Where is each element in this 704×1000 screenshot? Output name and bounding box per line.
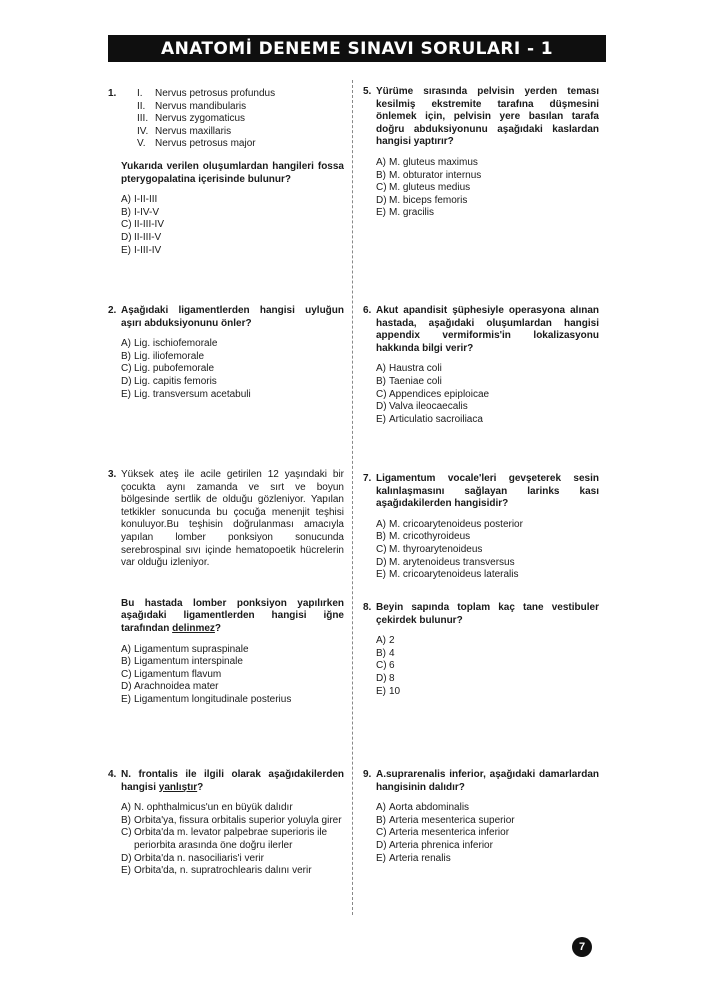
question-6 xyxy=(363,305,599,426)
options-list xyxy=(376,802,599,865)
option-c[interactable]: C) Appendices epiploicae xyxy=(376,388,490,400)
option-a[interactable]: A) Ligamentum supraspinale xyxy=(121,643,249,655)
option-a[interactable]: A) Aorta abdominalis xyxy=(376,802,470,814)
options-list xyxy=(376,157,599,220)
column-divider xyxy=(352,80,353,915)
question-stem: Bu hastada lomber ponksiyon yapılırken aşağıdaki ligamentlerden hangisi iğne tarafından delinmez? xyxy=(121,597,344,634)
question-4 xyxy=(108,769,344,878)
question-7 xyxy=(363,473,599,582)
option-e[interactable]: E) Lig. transversum acetabuli xyxy=(121,388,251,400)
question-text: Aşağıdaki ligamentlerden hangisi uyluğun aşırı abduksiyonunu önler? xyxy=(121,305,344,329)
option-d[interactable]: D) Orbita'da n. nasociliaris'i verir xyxy=(121,852,264,864)
option-a[interactable]: A) N. ophthalmicus'un en büyük dalıdır xyxy=(121,802,293,814)
options-list xyxy=(376,519,599,582)
option-e[interactable]: E) Orbita'da, n. supratrochlearis dalını verir xyxy=(121,865,312,877)
page-title-banner xyxy=(108,35,606,62)
option-b[interactable]: B) 4 xyxy=(376,647,395,659)
question-number: 8. xyxy=(363,602,372,613)
option-e[interactable]: E) I-III-IV xyxy=(121,244,162,256)
question-number: 3. xyxy=(108,469,117,480)
option-d[interactable]: D) II-III-V xyxy=(121,231,162,243)
roman-item: II. Nervus mandibularis xyxy=(137,100,247,112)
option-c[interactable]: C) 6 xyxy=(376,660,395,672)
question-text: Yürüme sırasında pelvisin yerden teması kesilmiş ekstremite tarafına düşmesini önlemek için, pelvisin yere basılan tarafa doğru abduksiyonunu aşağıdaki kaslardan hangisi yaptırır? xyxy=(376,86,599,148)
option-d[interactable]: D) 8 xyxy=(376,672,395,684)
option-b[interactable]: B) I-IV-V xyxy=(121,206,160,218)
question-stem: Yukarıda verilen oluşumlardan hangileri fossa pterygopalatina içerisinde bulunur? xyxy=(121,160,344,185)
option-e[interactable]: E) Articulatio sacroiliaca xyxy=(376,413,483,425)
roman-list xyxy=(137,88,275,151)
option-a[interactable]: A) M. gluteus maximus xyxy=(376,156,478,168)
option-c[interactable]: C) Orbita'da m. levator palpebrae superioris ile periorbita arasında öne doğru ilerler xyxy=(121,827,328,851)
option-c[interactable]: C) Arteria mesenterica inferior xyxy=(376,827,510,839)
emphasis-underline: delinmez xyxy=(172,622,215,634)
question-number: 9. xyxy=(363,769,372,780)
option-c[interactable]: C) Lig. pubofemorale xyxy=(121,363,215,375)
option-b[interactable]: B) Arteria mesenterica superior xyxy=(376,814,515,826)
option-b[interactable]: B) M. cricothyroideus xyxy=(376,531,471,543)
question-number: 4. xyxy=(108,769,117,780)
option-b[interactable]: B) Lig. iliofemorale xyxy=(121,350,205,362)
roman-item: III. Nervus zygomaticus xyxy=(137,113,246,125)
option-b[interactable]: B) Taeniae coli xyxy=(376,375,442,387)
option-b[interactable]: B) Ligamentum interspinale xyxy=(121,656,243,668)
option-d[interactable]: D) Lig. capitis femoris xyxy=(121,375,217,387)
option-c[interactable]: C) M. gluteus medius xyxy=(376,182,471,194)
question-9 xyxy=(363,769,599,865)
question-text: Akut apandisit şüphesiyle operasyona alınan hastada, aşağıdaki oluşumlardan hangisi appendix vermiformis'in lokalizasyonu hakkında bilgi verir? xyxy=(376,305,599,354)
option-d[interactable]: D) Arteria phrenica inferior xyxy=(376,839,493,851)
option-c[interactable]: C) II-III-IV xyxy=(121,219,164,231)
question-text: A.suprarenalis inferior, aşağıdaki damarlardan hangisinin dalıdır? xyxy=(376,769,599,793)
page-number-badge xyxy=(572,937,592,957)
option-e[interactable]: E) M. cricoarytenoideus lateralis xyxy=(376,569,519,581)
question-number: 1. xyxy=(108,88,117,99)
page-title: ANATOMİ DENEME SINAVI SORULARI - 1 xyxy=(161,38,553,59)
option-e[interactable]: E) Ligamentum longitudinale posterius xyxy=(121,693,292,705)
option-b[interactable]: B) M. obturator internus xyxy=(376,169,482,181)
option-d[interactable]: D) M. arytenoideus transversus xyxy=(376,556,515,568)
question-number: 7. xyxy=(363,473,372,484)
question-8 xyxy=(363,602,599,698)
question-text: N. frontalis ile ilgili olarak aşağıdakilerden hangisi yanlıştır? xyxy=(121,769,344,793)
roman-item: I. Nervus petrosus profundus xyxy=(137,88,276,99)
option-c[interactable]: C) M. thyroarytenoideus xyxy=(376,543,483,555)
roman-item: IV. Nervus maxillaris xyxy=(137,125,232,137)
emphasis-underline: yanlıştır xyxy=(158,781,198,793)
option-e[interactable]: E) Arteria renalis xyxy=(376,852,451,864)
option-a[interactable]: A) Haustra coli xyxy=(376,363,442,375)
roman-item: V. Nervus petrosus major xyxy=(137,138,256,150)
question-number: 6. xyxy=(363,305,372,316)
options-list xyxy=(376,363,599,426)
question-5 xyxy=(363,86,599,220)
question-text: Beyin sapında toplam kaç tane vestibuler çekirdek bulunur? xyxy=(376,602,599,626)
question-1 xyxy=(108,88,344,257)
option-e[interactable]: E) M. gracilis xyxy=(376,207,435,219)
option-d[interactable]: D) Arachnoidea mater xyxy=(121,681,219,693)
question-number: 2. xyxy=(108,305,117,316)
option-d[interactable]: D) Valva ileocaecalis xyxy=(376,401,468,413)
question-3 xyxy=(108,469,344,707)
options-list xyxy=(121,338,344,401)
option-c[interactable]: C) Ligamentum flavum xyxy=(121,668,222,680)
option-a[interactable]: A) M. cricoarytenoideus posterior xyxy=(376,518,523,530)
option-a[interactable]: A) Lig. ischiofemorale xyxy=(121,338,218,350)
question-2 xyxy=(108,305,344,401)
options-list xyxy=(121,802,344,878)
option-d[interactable]: D) M. biceps femoris xyxy=(376,194,468,206)
option-a[interactable]: A) 2 xyxy=(376,635,395,647)
options-list xyxy=(121,644,344,707)
option-e[interactable]: E) 10 xyxy=(376,685,401,697)
question-text: Ligamentum vocale'leri gevşeterek sesin kalınlaşmasını sağlayan larinks kası aşağıdakilerden hangisidir? xyxy=(376,473,599,510)
page-number: 7 xyxy=(578,941,586,953)
question-scenario: Yüksek ateş ile acile getirilen 12 yaşındaki bir çocukta aynı zamanda ve sırt ve boyun bölgesinde sertlik de olduğu gözleniyor. Yapılan tetkikler sonucunda bu çocuğa menenjit teşhisi konuluyor.Bu teşhisin doğrulanması amacıyla yapılan lomber ponksiyon sonucunda serebrospinal sıvı içinde hematopoetik hücrelerin var olduğu izleniyor. xyxy=(121,469,344,569)
option-b[interactable]: B) Orbita'ya, fissura orbitalis superior yoluyla girer xyxy=(121,814,342,826)
option-a[interactable]: A) I-II-III xyxy=(121,194,158,206)
question-number: 5. xyxy=(363,86,372,97)
options-list xyxy=(121,194,344,257)
options-list xyxy=(376,635,599,698)
